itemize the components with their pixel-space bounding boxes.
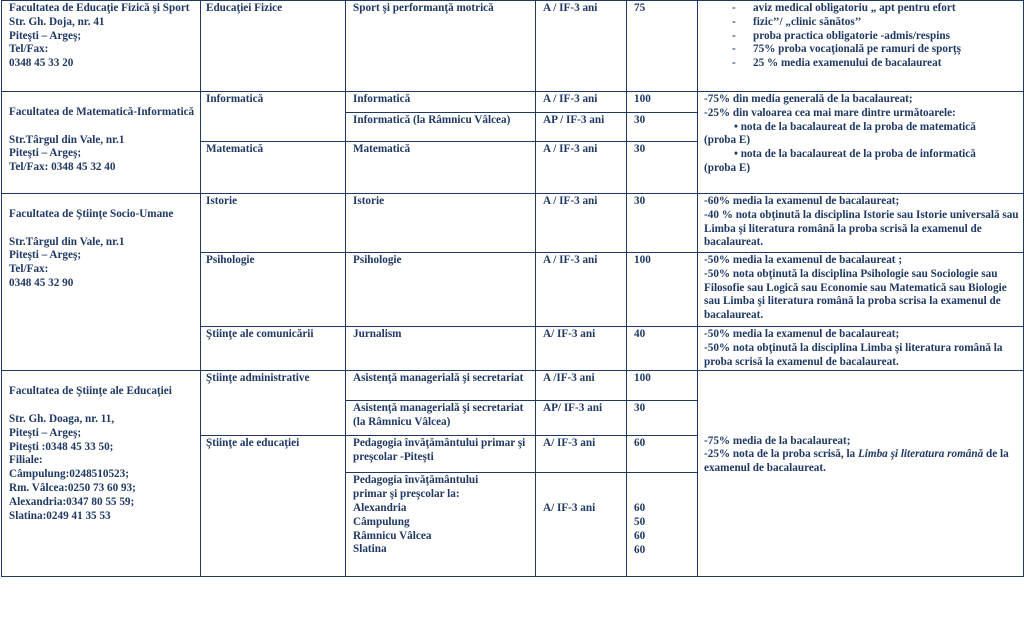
program-cell: Psihologie [346,253,536,327]
places-cell: 75 [627,1,698,92]
places-cell: 30 [627,142,698,194]
domain-cell: Ştiinţe administrative [201,371,346,436]
form-cell: A/ IF-3 ani [536,327,627,371]
admission-table [1,0,1024,577]
criteria-cell: -50% media la examenul de bacalaureat ; -50% nota obţinută la disciplina Psihologie sau Sociologie sau Filosofie sau Logică sau Economie sau Matematică sau Biologie sau Limba şi literatura română la proba scrisa la examenul de bacalaureat. [698,253,1024,327]
form-cell: A/ IF-3 ani [536,473,627,577]
faculty-cell: Facultatea de Ştiinţe ale Educaţiei Str. Gh. Doaga, nr. 11, Piteşti – Argeş; Piteşti :0348 45 33 50; Filiale: Câmpulung:0248510523; Rm. Vâlcea:0250 73 60 93; Alexandria:0347 80 55 59; Slatina:0249 41 35 53 [2,371,201,577]
places-cell: 30 [627,194,698,253]
places-cell: 30 [627,113,698,142]
table-row [2,194,1024,253]
places-cell: 100 [627,92,698,113]
program-cell: Asistenţă managerială şi secretariat [346,371,536,401]
form-cell: A / IF-3 ani [536,142,627,194]
program-cell: Pedagogia învăţământului primar şi preşcolar la: Alexandria Câmpulung Râmnicu Vâlcea Slatina [346,473,536,577]
program-cell: Asistenţă managerială şi secretariat (la Râmnicu Vâlcea) [346,401,536,436]
faculty-cell: Facultatea de Ştiinţe Socio-Umane Str.Târgul din Vale, nr.1 Piteşti – Argeş; Tel/Fax: 0348 45 32 90 [2,194,201,371]
faculty-cell: Facultatea de Matematică-Informatică Str.Târgul din Vale, nr.1 Piteşti – Argeş; Tel/Fax: 0348 45 32 40 [2,92,201,194]
criteria-cell: - aviz medical obligatoriu „ apt pentru efort - fizic’’/ „clinic sănătos’’ - proba practica obligatorie -admis/respins - 75% proba vocaţională pe ramuri de sporţş - 25 % media examenului de bacalaureat [698,1,1024,92]
faculty-cell: Facultatea de Educaţie Fizică şi Sport Str. Gh. Doja, nr. 41 Piteşti – Argeş; Tel/Fax: 0348 45 33 20 [2,1,201,92]
criteria-cell: -75% media de la bacalaureat; -25% nota de la proba scrisă, la Limba şi literatura română de la examenul de bacalaureat. [698,371,1024,577]
criteria-cell: -75% din media generală de la bacalaureat; -25% din valoarea cea mai mare dintre următoarele: • nota de la bacalaureat de la proba de matematică (proba E) • nota de la bacalaureat de la proba de informatică (proba E) [698,92,1024,194]
domain-cell: Istorie [201,194,346,253]
form-cell: A / IF-3 ani [536,1,627,92]
places-cell: 60 [627,436,698,473]
places-cell: 100 [627,371,698,401]
program-cell: Pedagogia învăţământului primar şi preşcolar -Piteşti [346,436,536,473]
places-cell: 60 50 60 60 [627,473,698,577]
program-cell: Istorie [346,194,536,253]
domain-cell: Psihologie [201,253,346,327]
places-cell: 30 [627,401,698,436]
table-row [2,1,1024,92]
places-cell: 100 [627,253,698,327]
criteria-cell: -60% media la examenul de bacalaureat; -40 % nota obţinută la disciplina Istorie sau Istorie universală sau Limba şi literatura română la proba scrisă la examenul de bacalaureat. [698,194,1024,253]
form-cell: A / IF-3 ani [536,92,627,113]
program-cell: Matematică [346,142,536,194]
form-cell: AP/ IF-3 ani [536,401,627,436]
program-cell: Informatică [346,92,536,113]
program-cell: Informatică (la Râmnicu Vâlcea) [346,113,536,142]
form-cell: AP / IF-3 ani [536,113,627,142]
form-cell: A / IF-3 ani [536,194,627,253]
form-cell: A /IF-3 ani [536,371,627,401]
table-row [2,371,1024,401]
domain-cell: Ştiinţe ale comunicării [201,327,346,371]
places-cell: 40 [627,327,698,371]
domain-cell: Educaţiei Fizice [201,1,346,92]
form-cell: A / IF-3 ani [536,253,627,327]
form-cell: A/ IF-3 ani [536,436,627,473]
domain-cell: Informatică [201,92,346,142]
table-row [2,92,1024,113]
domain-cell: Matematică [201,142,346,194]
program-cell: Jurnalism [346,327,536,371]
criteria-cell: -50% media la examenul de bacalaureat; -50% nota obţinută la disciplina Limba şi literatura română la proba scrisă la examenul de bacalaureat. [698,327,1024,371]
program-cell: Sport şi performanţă motrică [346,1,536,92]
domain-cell: Ştiinţe ale educaţiei [201,436,346,577]
